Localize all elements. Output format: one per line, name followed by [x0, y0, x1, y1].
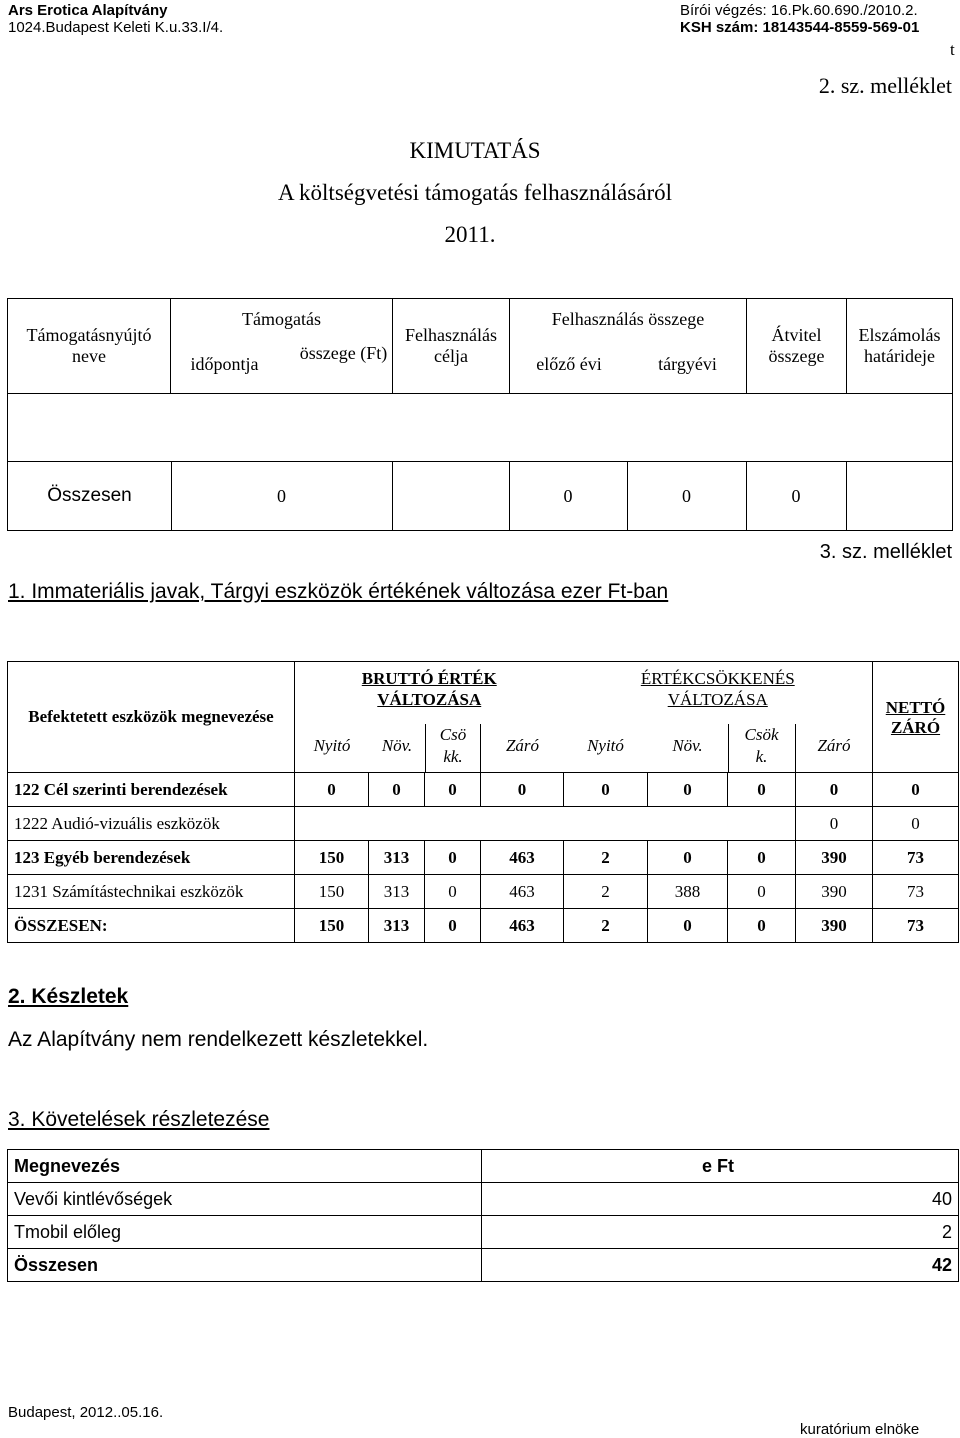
cell-value: 0	[728, 773, 796, 807]
receivable-value: 40	[482, 1183, 959, 1216]
section-2-text: Az Alapítvány nem rendelkezett készletekkel.	[8, 1028, 429, 1051]
cell-value: 463	[481, 841, 564, 875]
table-row	[8, 773, 959, 807]
cell-value: 150	[295, 909, 369, 943]
subhead-gross-open: Nyitó	[313, 736, 351, 755]
cell-value: 0	[369, 773, 425, 807]
subhead-gross-dec: Csö kk.	[425, 724, 481, 772]
empty-merged-cell	[295, 807, 796, 841]
header-deadline: Elszámolás határideje	[847, 299, 953, 394]
header-support: Támogatás	[242, 309, 321, 329]
asset-name: 1222 Audió-vizuális eszközök	[8, 807, 295, 841]
subhead-depr-dec: Csök k.	[728, 724, 796, 772]
title-line-3: 2011.	[444, 222, 496, 247]
section-1-title: 1. Immateriális javak, Tárgyi eszközök értékének változása ezer Ft-ban	[8, 580, 669, 603]
receivable-value: 42	[482, 1249, 959, 1282]
header-depr-group	[564, 662, 873, 773]
header-date: időpontja	[190, 354, 259, 374]
cell-value: 0	[295, 773, 369, 807]
cell-value: 0	[564, 773, 648, 807]
subhead-depr-inc: Növ.	[672, 736, 703, 755]
cell-value: 0	[425, 841, 481, 875]
subhead-depr-open: Nyitó	[587, 736, 624, 755]
section-3-title: 3. Követelések részletezése	[8, 1108, 270, 1131]
header-depr: ÉRTÉKCSÖKKENÉS VÁLTOZÁSA	[640, 669, 795, 709]
header-value: e Ft	[482, 1150, 959, 1183]
cell-value: 0	[481, 773, 564, 807]
cell-value: 0	[648, 909, 728, 943]
receivables-table	[7, 1149, 959, 1282]
cell-value: 0	[425, 875, 481, 909]
header-usage: Felhasználás összege	[551, 309, 705, 329]
cell-value: 0	[648, 841, 728, 875]
total-row	[8, 462, 953, 531]
annex-3-label: 3. sz. melléklet	[819, 541, 952, 563]
cell-value: 2	[564, 909, 648, 943]
cell-value: 0	[425, 773, 481, 807]
header-asset-name: Befektetett eszközök megnevezése	[8, 662, 295, 773]
cell-value: 0	[796, 773, 873, 807]
section-2-title: 2. Készletek	[8, 985, 129, 1008]
header-net-close: NETTÓ ZÁRÓ	[873, 662, 959, 773]
cell-value: 0	[728, 909, 796, 943]
cell-value: 0	[873, 773, 959, 807]
cell-value: 390	[796, 875, 873, 909]
table-row-total	[8, 1249, 959, 1282]
empty-row	[8, 394, 953, 462]
receivable-name: Vevői kintlévőségek	[8, 1183, 482, 1216]
cell-value: 390	[796, 909, 873, 943]
header-transfer: Átvitel összege	[747, 299, 847, 394]
header-gross: BRUTTÓ ÉRTÉK VÁLTOZÁSA	[361, 669, 497, 709]
title-line-2: A költségvetési támogatás felhasználásáról	[277, 180, 673, 205]
title-line-1: KIMUTATÁS	[409, 138, 541, 163]
total-amount: 0	[171, 462, 393, 530]
cell-value: 0	[873, 807, 959, 841]
document-year-wrap	[0, 222, 960, 248]
document-subtitle-wrap	[0, 180, 960, 206]
table-row	[8, 875, 959, 909]
cell-value: 0	[648, 773, 728, 807]
cell-value: 0	[728, 875, 796, 909]
header-usage-group	[510, 299, 747, 394]
cell-value: 313	[369, 841, 425, 875]
org-name: Ars Erotica Alapítvány	[8, 2, 168, 19]
header-gross-group	[295, 662, 564, 773]
cell-value: 73	[873, 875, 959, 909]
cell-value: 390	[796, 841, 873, 875]
subhead-depr-close: Záró	[817, 736, 851, 755]
annex-2-label: 2. sz. melléklet	[818, 73, 952, 98]
cell-value: 313	[369, 909, 425, 943]
table-header-row	[8, 1150, 959, 1183]
header-current-year: tárgyévi	[658, 354, 717, 374]
subhead-gross-inc: Növ.	[381, 736, 413, 755]
header-amount: összege (Ft)	[299, 343, 388, 363]
total-purpose-cell	[392, 462, 510, 530]
cell-value: 150	[295, 841, 369, 875]
total-current-year: 0	[627, 462, 747, 530]
total-label: Összesen	[8, 462, 172, 530]
table-row	[8, 1216, 959, 1249]
cell-value: 73	[873, 909, 959, 943]
table-row	[8, 841, 959, 875]
org-address: 1024.Budapest Keleti K.u.33.I/4.	[8, 19, 224, 36]
table-row	[8, 807, 959, 841]
header-provider: Támogatásnyújtó neve	[8, 299, 171, 394]
table-row-total	[8, 909, 959, 943]
asset-name: 122 Cél szerinti berendezések	[8, 773, 295, 807]
cell-value: 0	[796, 807, 873, 841]
header-purpose: Felhasználás célja	[393, 299, 510, 394]
grant-usage-table	[7, 298, 953, 531]
letterhead-right	[680, 2, 919, 36]
header-support-group	[171, 299, 393, 394]
cell-value: 313	[369, 875, 425, 909]
ksh-number: KSH szám: 18143544-8559-569-01	[680, 19, 920, 36]
signatory: kuratórium elnöke	[800, 1421, 920, 1438]
cell-value: 2	[564, 875, 648, 909]
subhead-gross-close: Záró	[505, 736, 540, 755]
header-name: Megnevezés	[8, 1150, 482, 1183]
asset-name: ÖSSZESEN:	[8, 909, 295, 943]
place-date: Budapest, 2012..05.16.	[8, 1404, 164, 1421]
header-prev-year: előző évi	[536, 354, 602, 374]
cell-value: 73	[873, 841, 959, 875]
court-ruling: Bírói végzés: 16.Pk.60.690./2010.2.	[680, 2, 918, 19]
asset-name: 123 Egyéb berendezések	[8, 841, 295, 875]
total-transfer: 0	[746, 462, 847, 530]
assets-table	[7, 661, 959, 943]
cell-value: 150	[295, 875, 369, 909]
letterhead-left	[8, 2, 223, 36]
receivable-value: 2	[482, 1216, 959, 1249]
cell-value: 463	[481, 909, 564, 943]
cell-value: 0	[425, 909, 481, 943]
total-prev-year: 0	[509, 462, 628, 530]
asset-name: 1231 Számítástechnikai eszközök	[8, 875, 295, 909]
cell-value: 463	[481, 875, 564, 909]
receivable-name: Összesen	[8, 1249, 482, 1282]
receivable-name: Tmobil előleg	[8, 1216, 482, 1249]
cell-value: 388	[648, 875, 728, 909]
cell-value: 2	[564, 841, 648, 875]
stray-mark: t	[950, 40, 955, 59]
cell-value: 0	[728, 841, 796, 875]
document-title	[0, 138, 960, 164]
table-row	[8, 1183, 959, 1216]
